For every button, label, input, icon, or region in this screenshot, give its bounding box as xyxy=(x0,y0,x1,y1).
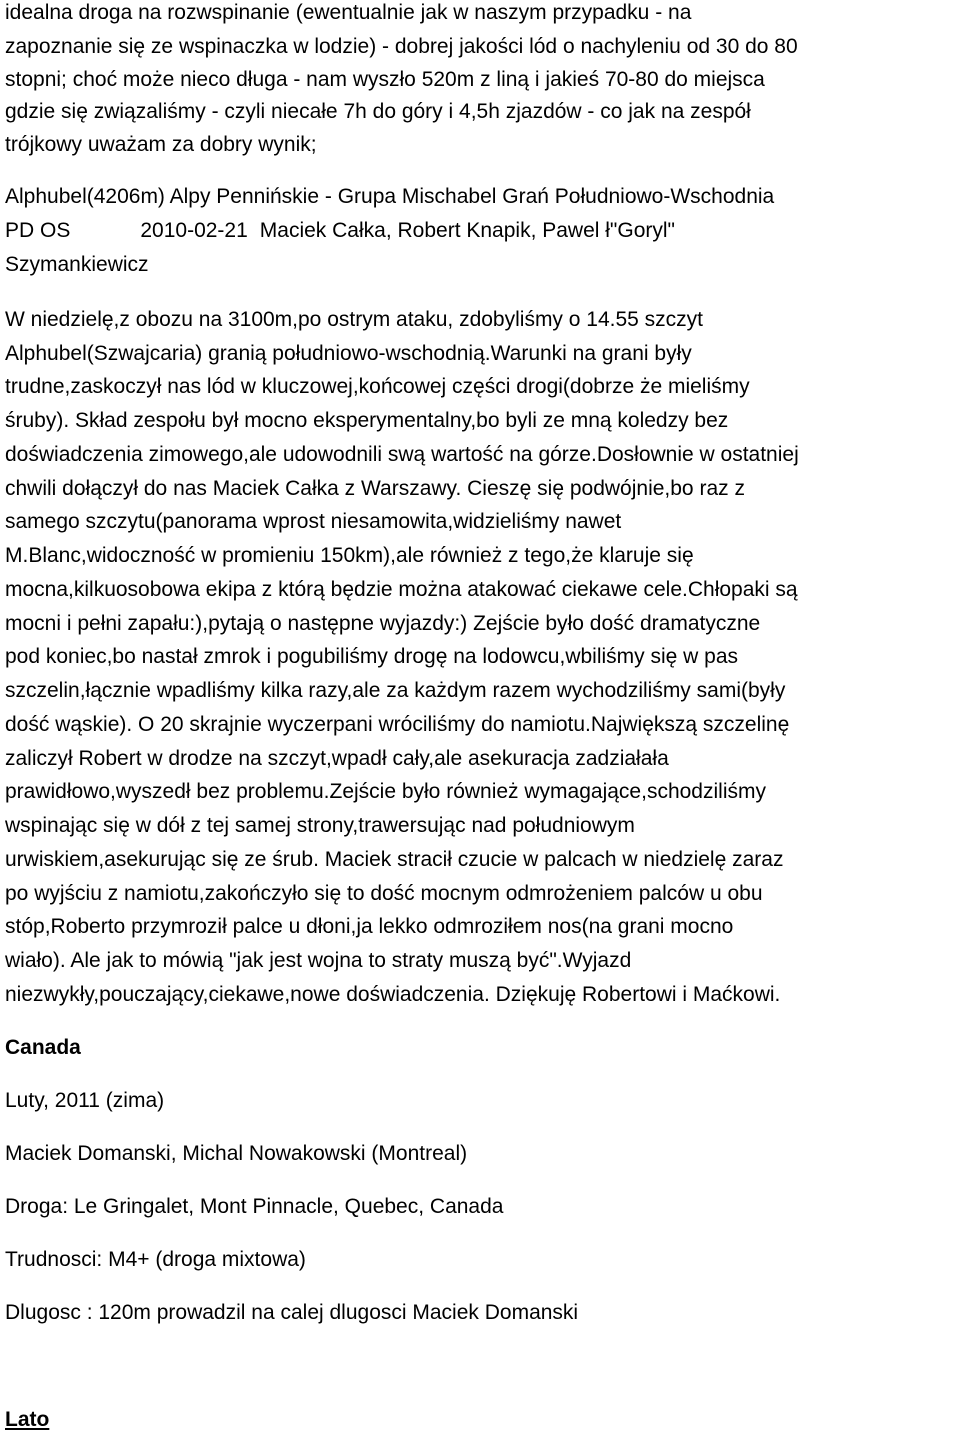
route-grade: PD OS xyxy=(5,219,71,242)
intro-line: idealna droga na rozwspinanie (ewentualnie jak w naszym przypadku - na xyxy=(5,1,692,24)
report-line: śruby). Skład zespołu był mocno eksperymentalny,bo byli ze mną koledzy bez xyxy=(5,409,729,432)
report-line: W niedzielę,z obozu na 3100m,po ostrym ataku, zdobyliśmy o 14.55 szczyt xyxy=(5,308,704,331)
intro-line: zapoznanie się ze wspinaczka w lodzie) - dobrej jakości lód o nachyleniu od 30 do 80 xyxy=(5,35,798,58)
section-heading-canada: Canada xyxy=(5,1036,81,1059)
canada-route: Droga: Le Gringalet, Mont Pinnacle, Quebec, Canada xyxy=(5,1195,504,1218)
canada-length: Dlugosc : 120m prowadzil na calej dlugosci Maciek Domanski xyxy=(5,1301,579,1324)
route-record-title: Alphubel(4206m) Alpy Pennińskie - Grupa Mischabel Grań Południowo-Wschodnia xyxy=(5,185,775,208)
route-date: 2010-02-21 xyxy=(140,219,248,242)
report-line: samego szczytu(panorama wprost niesamowita,widzieliśmy nawet xyxy=(5,510,622,533)
report-line: M.Blanc,widoczność w promieniu 150km),ale również z tego,że klaruje się xyxy=(5,544,694,567)
report-line: stóp,Roberto przymroził palce u dłoni,ja lekko odmroziłem nos(na grani mocno xyxy=(5,915,734,938)
route-climbers-cont: Szymankiewicz xyxy=(5,253,149,276)
report-line: wspinając się w dół z tej samej strony,trawersując nad południowym xyxy=(5,814,635,837)
report-line: po wyjściu z namiotu,zakończyło się to dość mocnym odmrożeniem palców u obu xyxy=(5,882,763,905)
intro-line: trójkowy uważam za dobry wynik; xyxy=(5,133,317,156)
report-line: wiało). Ale jak to mówią "jak jest wojna to straty muszą być".Wyjazd xyxy=(5,949,632,972)
report-line: pod koniec,bo nastał zmrok i pogubiliśmy drogę na lodowcu,wbiliśmy się w pas xyxy=(5,645,739,668)
route-record-details xyxy=(5,219,675,243)
intro-line: stopni; choć może nieco długa - nam wyszło 520m z liną i jakieś 70-80 do miejsca xyxy=(5,68,765,91)
report-line: Alphubel(Szwajcaria) granią południowo-wschodnią.Warunki na grani były xyxy=(5,342,692,365)
report-line: chwili dołączył do nas Maciek Całka z Warszawy. Cieszę się podwójnie,bo raz z xyxy=(5,477,745,500)
route-climbers: Maciek Całka, Robert Knapik, Pawel ł"Goryl" xyxy=(259,219,676,242)
intro-line: gdzie się związaliśmy - czyli niecałe 7h do góry i 4,5h zjazdów - co jak na zespół xyxy=(5,100,751,123)
report-line: zaliczył Robert w drodze na szczyt,wpadł cały,ale asekuracja zadziałała xyxy=(5,747,669,770)
report-line: szczelin,łącznie wpadliśmy kilka razy,ale za każdym razem wychodziliśmy sami(były xyxy=(5,679,786,702)
report-line: trudne,zaskoczył nas lód w kluczowej,końcowej części drogi(dobrze że mieliśmy xyxy=(5,375,750,398)
canada-date: Luty, 2011 (zima) xyxy=(5,1089,165,1112)
report-line: dość wąskie). O 20 skrajnie wyczerpani wróciliśmy do namiotu.Największą szczelinę xyxy=(5,713,790,736)
report-line: mocni i pełni zapału:),pytają o następne wyjazdy:) Zejście było dość dramatyczne xyxy=(5,612,761,635)
report-line: prawidłowo,wyszedł bez problemu.Zejście było również wymagające,schodziliśmy xyxy=(5,780,766,803)
section-heading-lato: Lato xyxy=(5,1408,50,1431)
report-line: mocna,kilkuosobowa ekipa z którą będzie można atakować ciekawe cele.Chłopaki są xyxy=(5,578,798,601)
report-line: urwiskiem,asekurując się ze śrub. Maciek stracił czucie w palcach w niedzielę zaraz xyxy=(5,848,784,871)
canada-team: Maciek Domanski, Michal Nowakowski (Montreal) xyxy=(5,1142,468,1165)
report-line: doświadczenia zimowego,ale udowodnili swą wartość na górze.Dosłownie w ostatniej xyxy=(5,443,799,466)
report-line: niezwykły,pouczający,ciekawe,nowe doświadczenia. Dziękuję Robertowi i Maćkowi. xyxy=(5,983,781,1006)
canada-difficulty: Trudnosci: M4+ (droga mixtowa) xyxy=(5,1248,306,1271)
